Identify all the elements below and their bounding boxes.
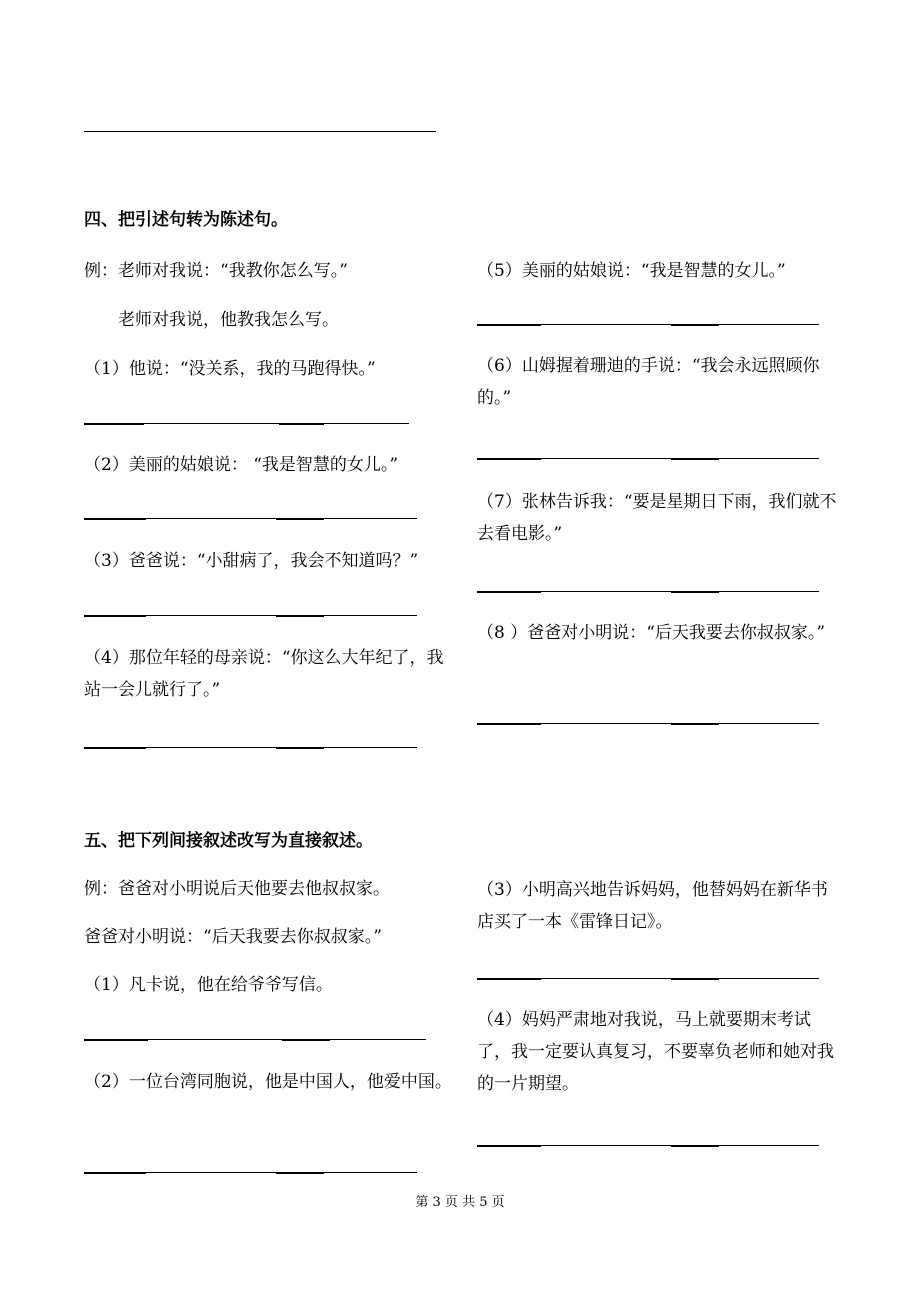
section-4-item-4: （4）那位年轻的母亲说：“你这么大年纪了，我站一会儿就行了。” [84, 648, 444, 700]
section-4-example-answer: 老师对我说，他教我怎么写。 [118, 310, 339, 330]
section-5-item-2: （2）一位台湾同胞说，他是中国人，他爱中国。 [84, 1072, 452, 1092]
section-4-item-2: （2）美丽的姑娘说： “我是智慧的女儿。” [84, 455, 399, 475]
section-5-item-4: （4）妈妈严肃地对我说，马上就要期末考试了，我一定要认真复习，不要辜负老师和她对我的一片期望。 [477, 1010, 834, 1094]
section-4-item-5: （5）美丽的姑娘说：“我是智慧的女儿。” [477, 261, 786, 281]
answer-line-4-7 [477, 591, 819, 593]
section-4-item-6: （6）山姆握着珊迪的手说：“我会永远照顾你的。” [477, 356, 820, 408]
section-4-example-question: 例：老师对我说：“我教你怎么写。” [84, 261, 348, 281]
answer-line-4-1 [84, 423, 409, 425]
answer-line-4-6 [477, 458, 819, 460]
answer-line-5-4 [477, 1145, 819, 1147]
section-5-item-1: （1）凡卡说，他在给爷爷写信。 [84, 975, 333, 995]
section-5-example-question: 例：爸爸对小明说后天他要去他叔叔家。 [84, 879, 390, 899]
answer-line-top [84, 131, 436, 132]
section-4-item-1: （1）他说：“没关系，我的马跑得快。” [84, 359, 376, 379]
page-footer: 第 3 页 共 5 页 [415, 1195, 505, 1210]
answer-line-4-8 [477, 723, 819, 725]
section-5-example-answer: 爸爸对小明说：“后天我要去你叔叔家。” [84, 927, 382, 947]
answer-line-4-5 [477, 324, 819, 326]
answer-line-5-1 [84, 1039, 426, 1041]
answer-line-4-2 [84, 518, 417, 520]
section-4-item-8: （8 ）爸爸对小明说：“后天我要去你叔叔家。” [477, 623, 826, 643]
answer-line-5-2 [84, 1172, 417, 1174]
section-4-item-7: （7）张林告诉我：“要是星期日下雨，我们就不去看电影。” [477, 492, 837, 544]
answer-line-4-3 [84, 615, 417, 617]
section-4-item-3: （3）爸爸说：“小甜病了，我会不知道吗？” [84, 551, 419, 571]
section-5-item-3: （3）小明高兴地告诉妈妈，他替妈妈在新华书店买了一本《雷锋日记》。 [477, 880, 828, 932]
answer-line-4-4 [84, 747, 417, 749]
section-4-heading: 四、把引述句转为陈述句。 [84, 210, 288, 230]
section-5-heading: 五、把下列间接叙述改写为直接叙述。 [84, 831, 373, 851]
answer-line-5-3 [477, 978, 819, 980]
